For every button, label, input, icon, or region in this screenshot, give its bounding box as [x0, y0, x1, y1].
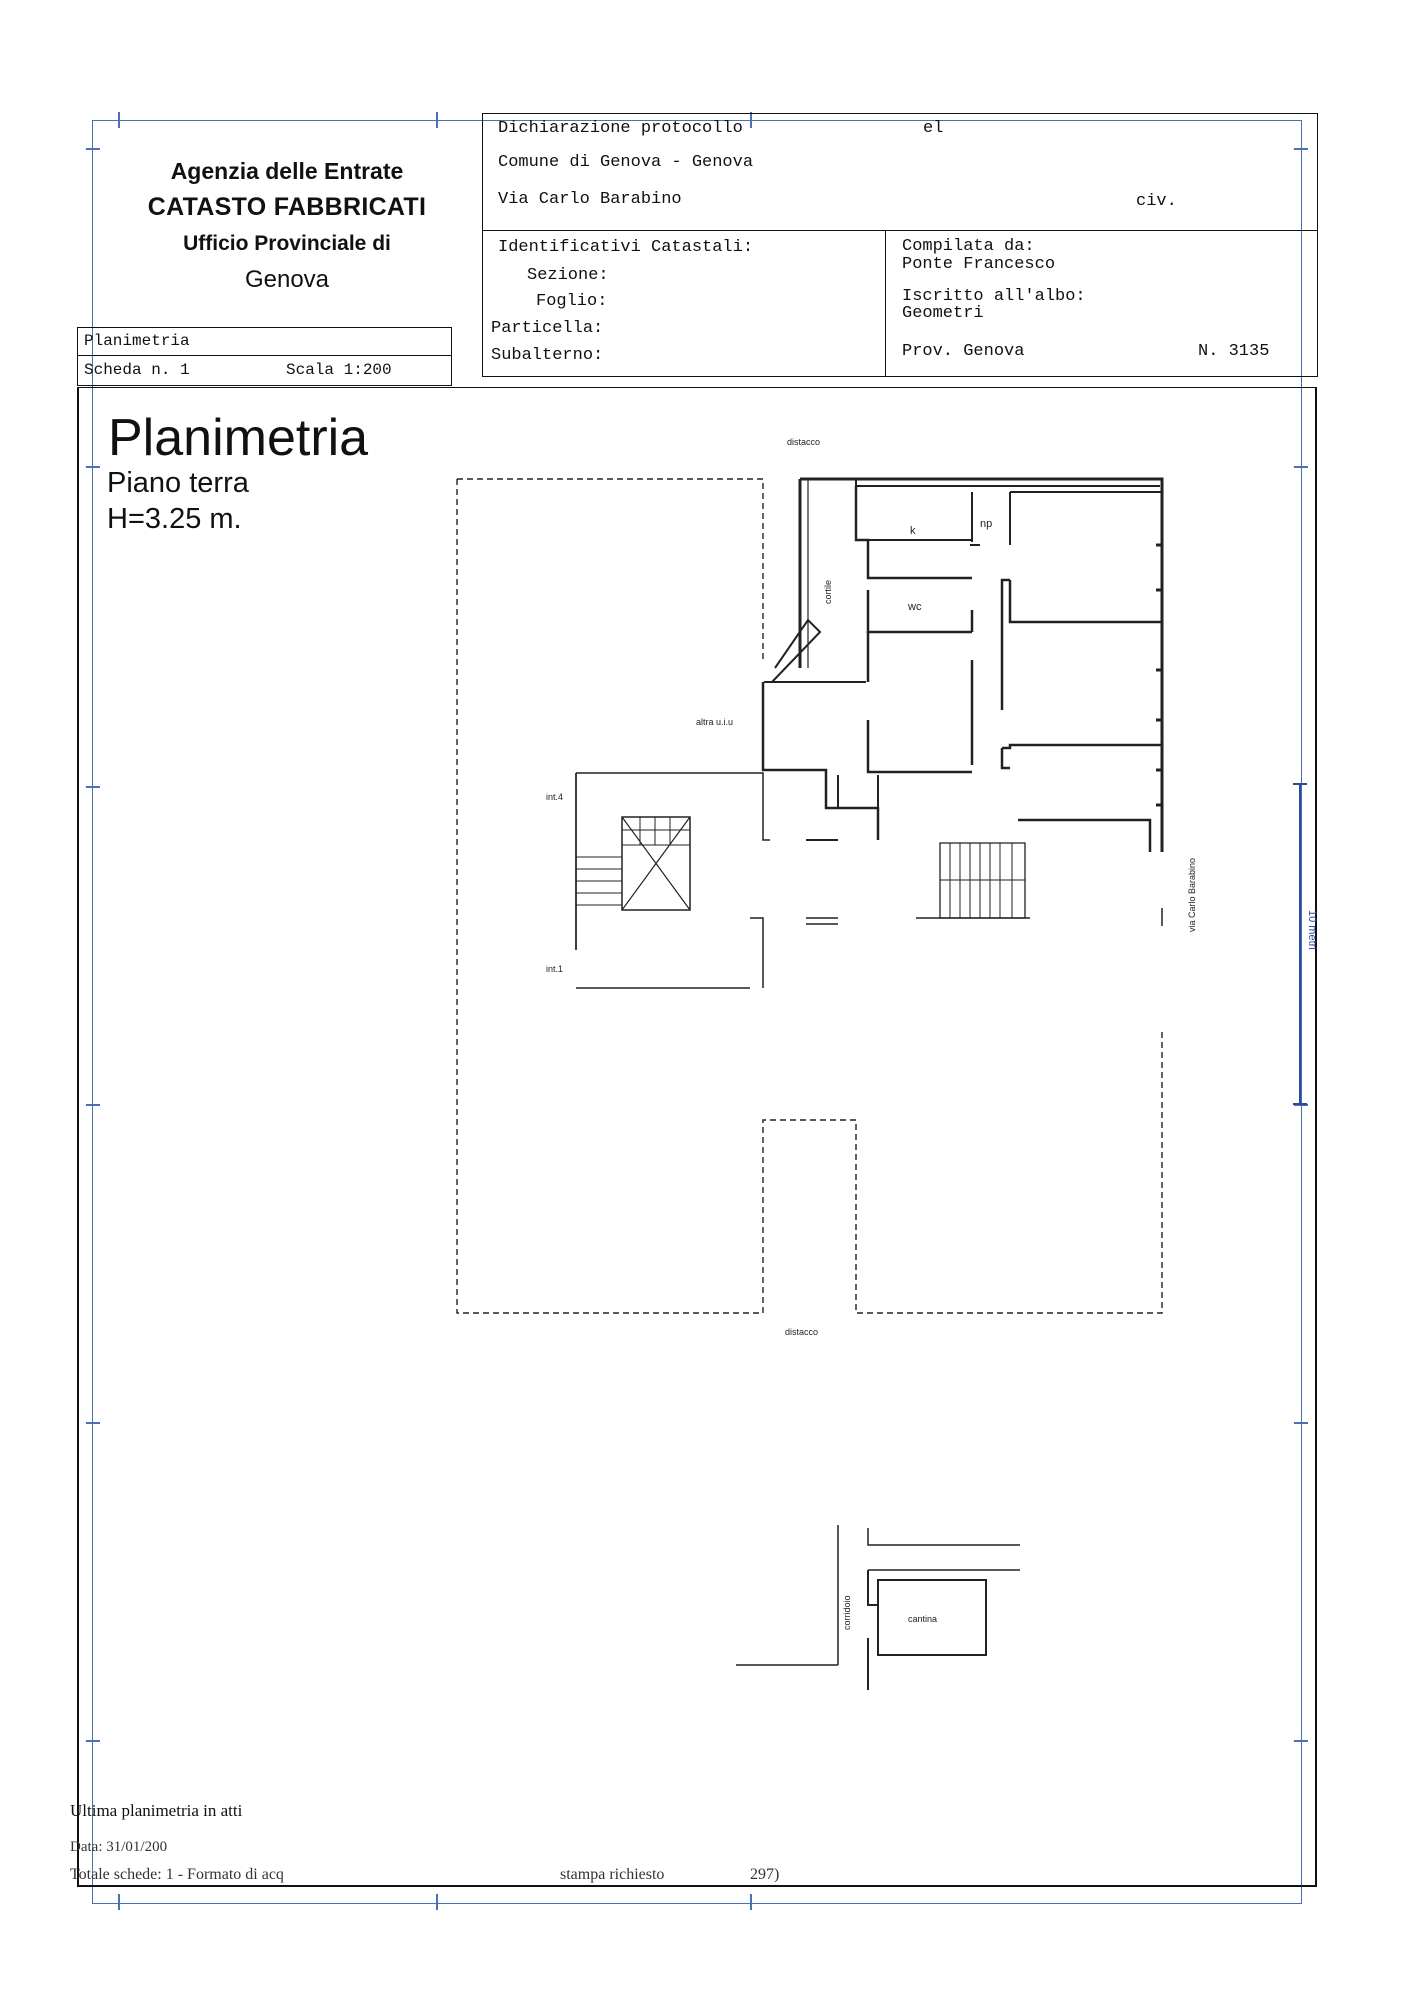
label-int4: int.4: [546, 792, 564, 802]
label-detachment-bottom: distacco: [785, 1327, 819, 1337]
label-kitchen: k: [910, 525, 916, 537]
stair-cross: [622, 817, 690, 910]
interior-wall: [1018, 820, 1150, 852]
label-cellar: cantina: [908, 1614, 938, 1624]
department-name: CATASTO FABBRICATI: [147, 193, 427, 221]
interior-wall: [1002, 748, 1010, 768]
label-other-unit: altra u.i.u: [696, 717, 734, 727]
plan-floor: Piano terra: [107, 467, 249, 499]
footer-sheets-text: Totale schede: 1 - Formato di acq: [70, 1866, 284, 1883]
label-detachment-top: distacco: [787, 437, 821, 447]
sheet-scale: Scala 1:200: [286, 361, 392, 379]
section-label: Sezione:: [527, 266, 609, 285]
corridor-wall: [806, 918, 838, 924]
parcel-label: Particella:: [491, 319, 604, 338]
interior-wall: [1010, 580, 1162, 622]
label-courtyard: cortile: [823, 579, 833, 604]
plan-title: Planimetria: [108, 409, 369, 467]
lot-outline-dashed: [457, 479, 763, 660]
courtyard-wall: [772, 620, 820, 682]
cellar-wall: [868, 1570, 878, 1605]
municipality: Comune di Genova - Genova: [498, 153, 754, 172]
label-corridor: corridoio: [842, 1595, 852, 1630]
interior-wall: [1002, 745, 1162, 748]
protocol-label: Dichiarazione protocollo: [498, 119, 743, 138]
register-label: Iscritto all'albo:: [902, 287, 1086, 306]
sub-label: Subalterno:: [491, 346, 604, 365]
plan-height: H=3.25 m.: [107, 503, 242, 535]
agency-name: Agenzia delle Entrate: [170, 158, 404, 184]
label-np: np: [980, 518, 993, 530]
office-name: Ufficio Provinciale di: [183, 232, 391, 255]
register-number: N. 3135: [1198, 342, 1270, 361]
stair-steps: [576, 857, 622, 905]
compiled-by-label: Compilata da:: [902, 237, 1035, 256]
compiler-name: Ponte Francesco: [902, 255, 1056, 274]
label-street: via Carlo Barabino: [1187, 857, 1197, 932]
sheet-number: Scheda n. 1: [84, 361, 190, 379]
sheet-type: Planimetria: [78, 328, 451, 356]
cellar-wall: [868, 1528, 1020, 1545]
identifiers-title: Identificativi Catastali:: [498, 238, 754, 257]
civic-label: civ.: [1136, 192, 1177, 211]
building-wall: [800, 479, 1162, 852]
province: Prov. Genova: [902, 342, 1025, 361]
protocol-suffix: el: [923, 119, 944, 138]
footer-last-plan: Ultima planimetria in atti: [70, 1801, 243, 1820]
label-scale-bar: 10 metri: [1306, 910, 1318, 950]
corridor-wall: [750, 918, 763, 988]
label-int1: int.1: [546, 964, 564, 974]
footer-date: Data: 31/01/200: [70, 1839, 168, 1855]
label-wc: wc: [908, 601, 922, 613]
lot-outline-dashed: [457, 479, 1162, 1313]
interior-wall: [868, 720, 972, 772]
street: Via Carlo Barabino: [498, 190, 682, 209]
foglio-label: Foglio:: [536, 292, 608, 311]
footer-paper-size: 297): [750, 1866, 780, 1883]
footer-print-format: stampa richiesto: [560, 1866, 665, 1883]
register-name: Geometri: [902, 304, 984, 323]
footer-sheets: [70, 1866, 780, 1884]
interior-wall: [763, 682, 878, 840]
office-city: Genova: [244, 266, 330, 293]
